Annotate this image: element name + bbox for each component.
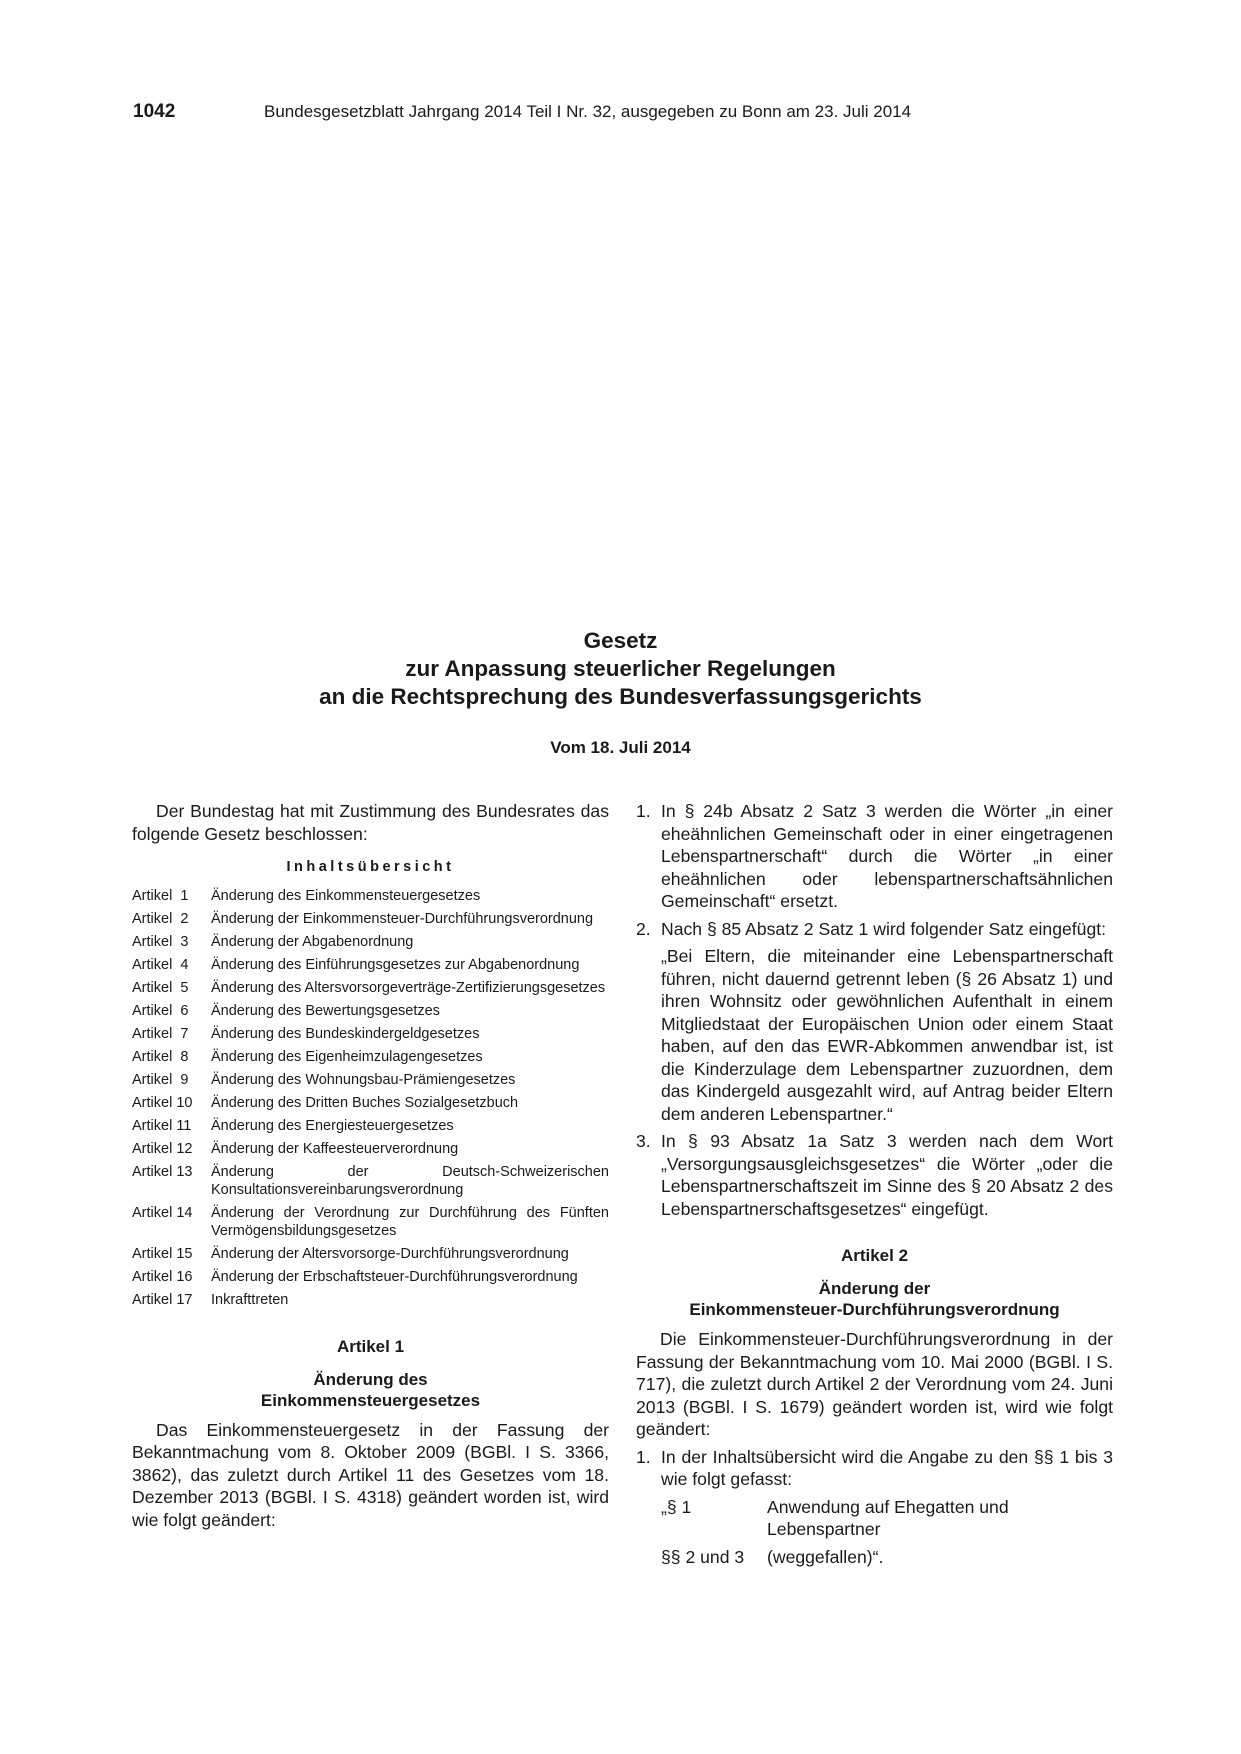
list-item-number: 1. [636, 801, 651, 821]
definition-row [661, 1546, 1113, 1569]
toc-article-label: Artikel 11 [132, 1117, 192, 1134]
artikel-1-intro: Das Einkommensteuergesetz in der Fassung der Bekanntmachung vom 8. Oktober 2009 (BGBl. I S. 3366, 3862), das zuletzt durch Artikel 11 des Gesetzes vom 18. Dezember 2013 (BGBl. I S. 4318) geändert worden ist, wird wie folgt geändert: [132, 1419, 609, 1530]
toc-row [132, 1204, 609, 1240]
toc-article-text: Änderung des Altersvorsorgeverträge-Zertifizierungsgesetzes [211, 979, 606, 996]
toc-article-text: Änderung der Einkommensteuer-Durchführungsverordnung [211, 910, 594, 927]
toc-article-label: Artikel 2 [132, 910, 189, 927]
definition-row [661, 1496, 1113, 1541]
toc-article-text: Änderung der Deutsch-Schweizerischen Konsultationsvereinbarungsverordnung [211, 1163, 609, 1198]
list-item-number: 2. [636, 918, 651, 939]
toc-article-label: Artikel 14 [132, 1204, 193, 1221]
toc-article-text: Änderung des Bewertungsgesetzes [211, 1002, 440, 1019]
artikel-2-intro: Die Einkommensteuer-Durchführungsverordnung in der Fassung der Bekanntmachung vom 10. Mai 2000 (BGBl. I S. 717), die zuletzt durch Artikel 2 der Verordnung vom 24. Juni 2013 (BGBl. I S. 1679) geändert worden ist, wird wie folgt geändert: [636, 1329, 1113, 1439]
list-item-text: In § 93 Absatz 1a Satz 3 werden nach dem Wort „Versorgungsausgleichsgesetzes“ die Wörter „oder die Lebenspartnerschaftszeit im Sinne des § 20 Absatz 2 des Lebenspartnerschaftsgesetzes“ eingefügt. [661, 1131, 1113, 1219]
list-item-text: Nach § 85 Absatz 2 Satz 1 wird folgender Satz eingefügt: [661, 918, 1107, 939]
artikel-2-title-line-1: Änderung der [818, 1279, 931, 1298]
definition-key: §§ 2 und 3 [661, 1546, 745, 1567]
table-of-contents [132, 887, 609, 1309]
artikel-1-title-line-1: Änderung des [313, 1369, 428, 1389]
list-item [636, 1446, 1113, 1491]
toc-article-text: Änderung der Altersvorsorge-Durchführungsverordnung [211, 1245, 569, 1262]
toc-row [132, 1140, 609, 1158]
gazette-header-title: Bundesgesetzblatt Jahrgang 2014 Teil I Nr. 32, ausgegeben zu Bonn am 23. Juli 2014 [264, 102, 912, 121]
left-column [132, 800, 609, 1531]
toc-article-label: Artikel 1 [132, 887, 189, 904]
toc-article-label: Artikel 9 [132, 1071, 189, 1088]
toc-article-label: Artikel 17 [132, 1291, 193, 1308]
toc-article-text: Änderung des Dritten Buches Sozialgesetzbuch [211, 1094, 519, 1111]
toc-article-label: Artikel 6 [132, 1002, 189, 1019]
law-title-line-3: an die Rechtsprechung des Bundesverfassungsgerichts [319, 684, 922, 709]
toc-row [132, 1071, 609, 1089]
list-item [636, 1130, 1113, 1220]
law-title-line-1: Gesetz [583, 628, 658, 653]
definition-value: Anwendung auf Ehegatten und Lebenspartner [767, 1496, 1009, 1539]
toc-article-text: Änderung des Bundeskindergeldgesetzes [211, 1025, 480, 1042]
toc-row [132, 1094, 609, 1112]
toc-article-text: Änderung des Wohnungsbau-Prämiengesetzes [211, 1071, 516, 1088]
toc-article-text: Inkrafttreten [211, 1291, 289, 1308]
toc-article-label: Artikel 3 [132, 933, 189, 950]
toc-row [132, 933, 609, 951]
toc-article-label: Artikel 7 [132, 1025, 189, 1042]
artikel-1-heading: Artikel 1 [336, 1336, 405, 1356]
toc-article-text: Änderung des Einführungsgesetzes zur Abgabenordnung [211, 956, 580, 973]
page-number: 1042 [133, 101, 176, 122]
toc-article-label: Artikel 10 [132, 1094, 193, 1111]
toc-article-text: Änderung der Verordnung zur Durchführung des Fünften Vermögensbildungsgesetzes [211, 1204, 609, 1239]
toc-article-label: Artikel 8 [132, 1048, 189, 1065]
toc-row [132, 1117, 609, 1135]
right-column [636, 800, 1113, 1568]
toc-row [132, 887, 609, 905]
definition-key: „§ 1 [661, 1496, 692, 1517]
artikel-1-title-line-2: Einkommensteuergesetzes [260, 1390, 481, 1410]
toc-title: Inhaltsübersicht [286, 859, 455, 875]
law-title-block [0, 627, 1241, 758]
toc-article-label: Artikel 15 [132, 1245, 193, 1262]
law-date: Vom 18. Juli 2014 [550, 738, 691, 757]
toc-article-text: Änderung des Eigenheimzulagengesetzes [211, 1048, 483, 1065]
toc-article-label: Artikel 5 [132, 979, 189, 996]
list-item-text: In der Inhaltsübersicht wird die Angabe zu den §§ 1 bis 3 wie folgt gefasst: [661, 1446, 1113, 1489]
list-item [636, 918, 1113, 941]
list-item-text: In § 24b Absatz 2 Satz 3 werden die Wörter „in einer eheähnlichen Gemeinschaft oder in einer eingetragenen Lebenspartnerschaft“ durch die Wörter „in einer eheähnlichen oder lebenspartnerschaftsähnlichen Gemeinschaft“ ersetzt. [661, 801, 1113, 911]
artikel-2-heading: Artikel 2 [840, 1246, 909, 1265]
inserted-sentence-quote: „Bei Eltern, die miteinander eine Lebenspartnerschaft führen, nicht dauernd getrennt leben (§ 26 Absatz 1) und ihren Wohnsitz oder gewöhnlichen Aufenthalt in einem Mitgliedstaat der Europäischen Union oder einem Staat haben, auf den das EWR-Abkommen anwendbar ist, ist die Kinderzulage dem Lebenspartner zuzuordnen, dem das Kindergeld ausgezahlt wird, auf Antrag beider Eltern dem anderen Lebenspartner.“ [661, 946, 1113, 1124]
toc-row [132, 1163, 609, 1199]
toc-row [132, 1268, 609, 1286]
toc-article-text: Änderung des Einkommensteuergesetzes [211, 887, 481, 904]
definition-value: (weggefallen)“. [767, 1546, 884, 1567]
list-item [636, 800, 1113, 913]
list-item-number: 1. [636, 1446, 651, 1467]
toc-article-label: Artikel 4 [132, 956, 189, 973]
toc-row [132, 979, 609, 997]
toc-article-label: Artikel 16 [132, 1268, 193, 1285]
toc-article-label: Artikel 12 [132, 1140, 193, 1157]
enactment-clause: Der Bundestag hat mit Zustimmung des Bundesrates das folgende Gesetz beschlossen: [132, 801, 609, 844]
toc-article-text: Änderung der Abgabenordnung [211, 933, 414, 950]
artikel-2-title-line-2: Einkommensteuer-Durchführungsverordnung [689, 1300, 1060, 1319]
toc-article-text: Änderung der Kaffeesteuerverordnung [211, 1140, 459, 1157]
toc-row [132, 910, 609, 928]
toc-article-text: Änderung des Energiesteuergesetzes [211, 1117, 454, 1134]
list-item-number: 3. [636, 1131, 651, 1151]
law-title-line-2: zur Anpassung steuerlicher Regelungen [405, 656, 836, 681]
toc-row [132, 956, 609, 974]
toc-article-text: Änderung der Erbschaftsteuer-Durchführungsverordnung [211, 1268, 578, 1285]
toc-row [132, 1025, 609, 1043]
toc-article-label: Artikel 13 [132, 1163, 193, 1180]
toc-row [132, 1245, 609, 1263]
toc-row [132, 1048, 609, 1066]
toc-row [132, 1291, 609, 1309]
toc-row [132, 1002, 609, 1020]
running-header [133, 101, 1113, 125]
